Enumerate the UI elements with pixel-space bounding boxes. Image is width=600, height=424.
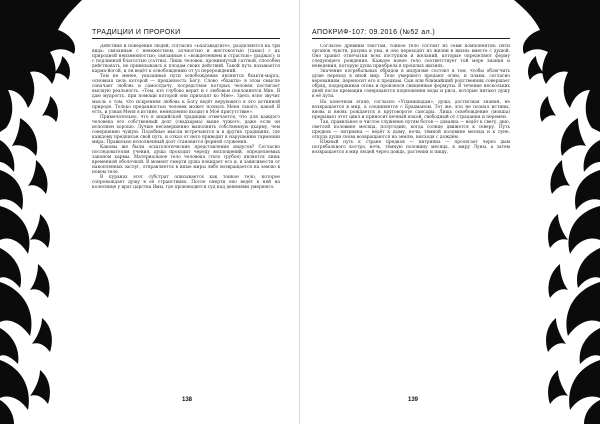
paragraph: Значение погребальных обрядов в индуизме состоит в том, чтобы облегчить душе переход в иной мир. Тело умершего предают огню, и пламя, согласно верованиям, переносит его к предкам. Сын или ближайший родственник совершает обряд, поддерживая огонь и произнося священные формулы. В течение нескольких дней после кремации совершаются подношения воды и риса, которые питают душу в её пути. bbox=[312, 69, 510, 100]
paragraph: Тем не менее, указанные пути освобождения являются бхакти-марга, основная цель которой — преданность Богу. Слово «бхакти» в этом смысле означает любовь и самоотдачу, посредством которых человек постигает высшую реальность. «Тем, кто глубоко верит и с любовью поклоняется Мне, Я даю мудрость, при помощи которой они приходят ко Мне». Здесь ясно звучит мысль о том, что искренняя любовь к Богу ведёт верующего к его истинной природе. Только преданностью человек может познать Меня такого, какой Я есть, и узнав Меня в истине, немедленно входит в Моё присутствие». bbox=[92, 74, 280, 115]
right-ornament-icon bbox=[514, 0, 600, 424]
paragraph: Каковы же были эсхатологические представления индусов? Согласно последователям учения, душа проходит череду воплощений, определяемых законом кармы. Материальное тело человека (тело грубое) является лишь временной оболочкой. В момент смерти душа покидает его и, в зависимости от накопленных заслуг, отправляется в иные миры либо возвращается на землю в новом теле. bbox=[92, 144, 280, 176]
page-number: 138 bbox=[182, 397, 193, 403]
paragraph: Согласно древним текстам, тонкое тело состоит из семи компонентов: пяти органов чувств, разума и ума, и оно переходит из жизни в жизнь вместе с душой. Оно хранит отпечатки всех поступков и желаний, которые определяют форму следующего рождения. Каждое новое тело соответствует той мере знания и неведения, которую душа приобрела в прошлых жизнях. bbox=[312, 44, 510, 70]
running-header: ТРАДИЦИИ И ПРОРОКИ bbox=[92, 29, 181, 36]
paragraph: Южный путь к стране предков — питрияна — пролегает через дым погребального костра, ночь, тёмную половину месяца, к миру Луны, а затем возвращается в мир людей через дождь, растения и пищу. bbox=[312, 139, 510, 155]
paragraph: Так, правильное и чистое служение путям богов — дэваяна — ведёт к свету, дню, светлой половине месяца, полугодию, когда солнце движется к северу. Путь предков — питрияна — ведёт к дыму, ночи, тёмной половине месяца и к луне, откуда души снова возвращаются на землю, нисходя с дождём. bbox=[312, 119, 510, 140]
left-ornament-icon bbox=[0, 0, 82, 424]
header-rule bbox=[312, 38, 510, 39]
paragraph: Действия и поведение людей, согласно «Бхагавадгите», разделяются на три вида: связанные с невежеством, алчностью и жестокостью (тамас) с их природной неизменностью; связанные с «вожделением и страстью» (раджас); и с подлинной благостью (саттва). Лишь человек, проникнутый саттвой, способен действовать, не привязываясь к плодам своих действий. Такой путь называется карма-йогой, и он ведёт к освобождению от уз перерождений. bbox=[92, 44, 280, 75]
running-header: АПОКРИФ-107: 09.2016 (№52 ал.) bbox=[312, 29, 436, 36]
paragraph: В пуранах этот субстрат описывается как тонкое тело, которое сопровождает душу в её странствиях. После смерти оно ведёт к ней на колеснице у врат царства Ямы, где производится суд над деяниями умершего. bbox=[92, 175, 280, 191]
right-page bbox=[300, 0, 600, 424]
paragraph: На конечном этапе, согласно «Упанишадам», душа, достигшая знания, не возвращается в мир, а соединяется с Брахманом. Тот же, кто не познал истины, вновь и вновь рождается в круговороте сансары. Лишь освобождение (мокша) прерывает этот цикл и приносит вечный покой, свободный от страдания и перемен. bbox=[312, 99, 510, 120]
paragraph: Примечательно, что в индийской традиции отмечается, что для каждого человека его собственный долг (свадхарма) выше чужого, даже если он исполнен хорошо. Лучше несовершенно выполнять собственную дхарму, чем совершенно чужую. Подобные мысли встречаются и в других традициях, где каждому предписан свой путь, и отказ от него приводит к нарушению гармонии мира. Правильно исполненный долг становится формой служения. bbox=[92, 114, 280, 145]
header-rule bbox=[92, 38, 280, 39]
page-number: 139 bbox=[408, 397, 419, 403]
body-text bbox=[92, 44, 280, 389]
body-text bbox=[312, 44, 510, 389]
